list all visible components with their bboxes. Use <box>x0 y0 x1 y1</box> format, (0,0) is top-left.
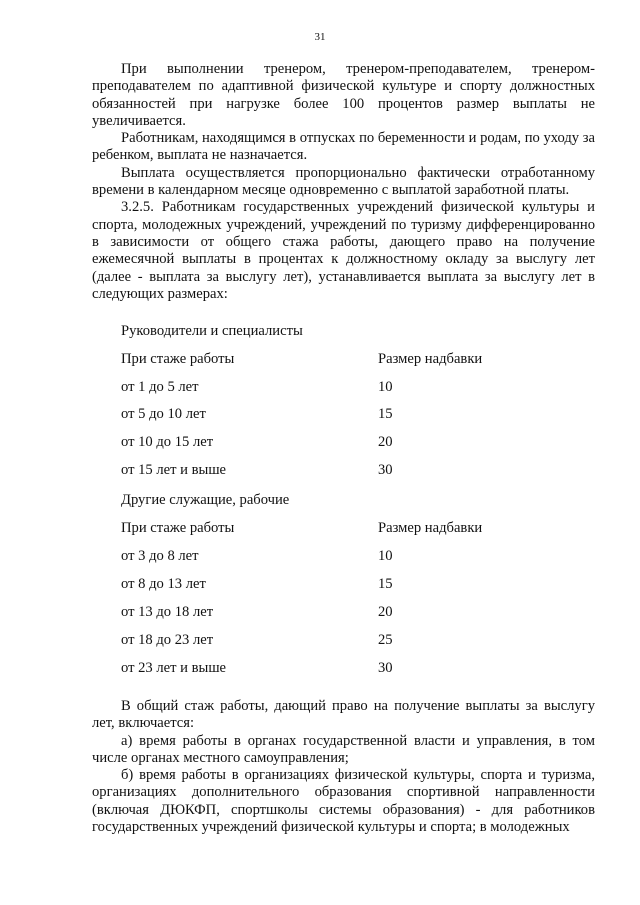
experience-period: от 1 до 5 лет <box>121 379 199 395</box>
experience-period: от 10 до 15 лет <box>121 434 214 450</box>
bonus-value: 25 <box>378 632 393 648</box>
bonus-value: 15 <box>378 576 393 592</box>
paragraph-total-experience: В общий стаж работы, дающий право на получение выплаты за выслугу лет, включается: <box>92 698 595 732</box>
table2-col1-header: При стаже работы <box>121 520 235 536</box>
table-row <box>121 576 601 594</box>
table-row <box>121 462 601 480</box>
bonus-value: 20 <box>378 434 393 450</box>
closing-text <box>92 698 595 836</box>
experience-period: от 5 до 10 лет <box>121 406 206 422</box>
experience-period: от 13 до 18 лет <box>121 604 214 620</box>
paragraph-item-a: а) время работы в органах государственной власти и управления, в том числе органах местного самоуправления; <box>92 732 595 766</box>
experience-period: от 23 лет и выше <box>121 660 227 676</box>
paragraph-3-2-5: 3.2.5. Работникам государственных учреждений физической культуры и спорта, молодежных учреждений, учреждений по туризму дифференцированно в зависимости от общего стажа работы, дающего право на получение ежемесячной выплаты в процентах к должностному окладу за выслугу лет (далее - выплата за выслугу лет), устанавливается выплата за выслугу лет в следующих размерах: <box>92 199 595 302</box>
page-number: 31 <box>314 31 326 43</box>
table1-title: Руководители и специалисты <box>121 323 303 339</box>
bonus-value: 10 <box>378 379 393 395</box>
bonus-value: 20 <box>378 604 393 620</box>
table-row <box>121 379 601 397</box>
bonus-value: 30 <box>378 462 393 478</box>
paragraph-item-b: б) время работы в организациях физической культуры, спорта и туризма, организациях дополнительного образования спортивной направленности (включая ДЮКФП, спортшколы системы образования) - для работников государственных учреждений физической культуры и спорта; в молодежных <box>92 767 595 836</box>
bonus-value: 10 <box>378 548 393 564</box>
table1-header <box>121 351 601 369</box>
paragraph-trainer-load: При выполнении тренером, тренером-преподавателем, тренером-преподавателем по адаптивной физической культуре и спорту должностных обязанностей при нагрузке более 100 процентов размер выплаты не увеличивается. <box>92 61 595 129</box>
table-row <box>121 604 601 622</box>
table1-col2-header: Размер надбавки <box>378 351 483 367</box>
intro-text <box>92 61 595 303</box>
table-row <box>121 434 601 452</box>
table-row <box>121 548 601 566</box>
experience-period: от 8 до 13 лет <box>121 576 206 592</box>
paragraph-proportional-payment: Выплата осуществляется пропорционально фактически отработанному времени в календарном месяце одновременно с выплатой заработной платы. <box>92 164 595 199</box>
bonus-value: 15 <box>378 406 393 422</box>
paragraph-maternity-leave: Работникам, находящимся в отпусках по беременности и родам, по уходу за ребенком, выплата не назначается. <box>92 130 595 164</box>
experience-period: от 15 лет и выше <box>121 462 227 478</box>
experience-period: от 3 до 8 лет <box>121 548 199 564</box>
table1-col1-header: При стаже работы <box>121 351 235 367</box>
table2-header <box>121 520 601 538</box>
table2-col2-header: Размер надбавки <box>378 520 483 536</box>
table-row <box>121 406 601 424</box>
bonus-value: 30 <box>378 660 393 676</box>
table2-title: Другие служащие, рабочие <box>121 492 290 508</box>
experience-period: от 18 до 23 лет <box>121 632 214 648</box>
table-row <box>121 660 601 678</box>
table-row <box>121 632 601 650</box>
